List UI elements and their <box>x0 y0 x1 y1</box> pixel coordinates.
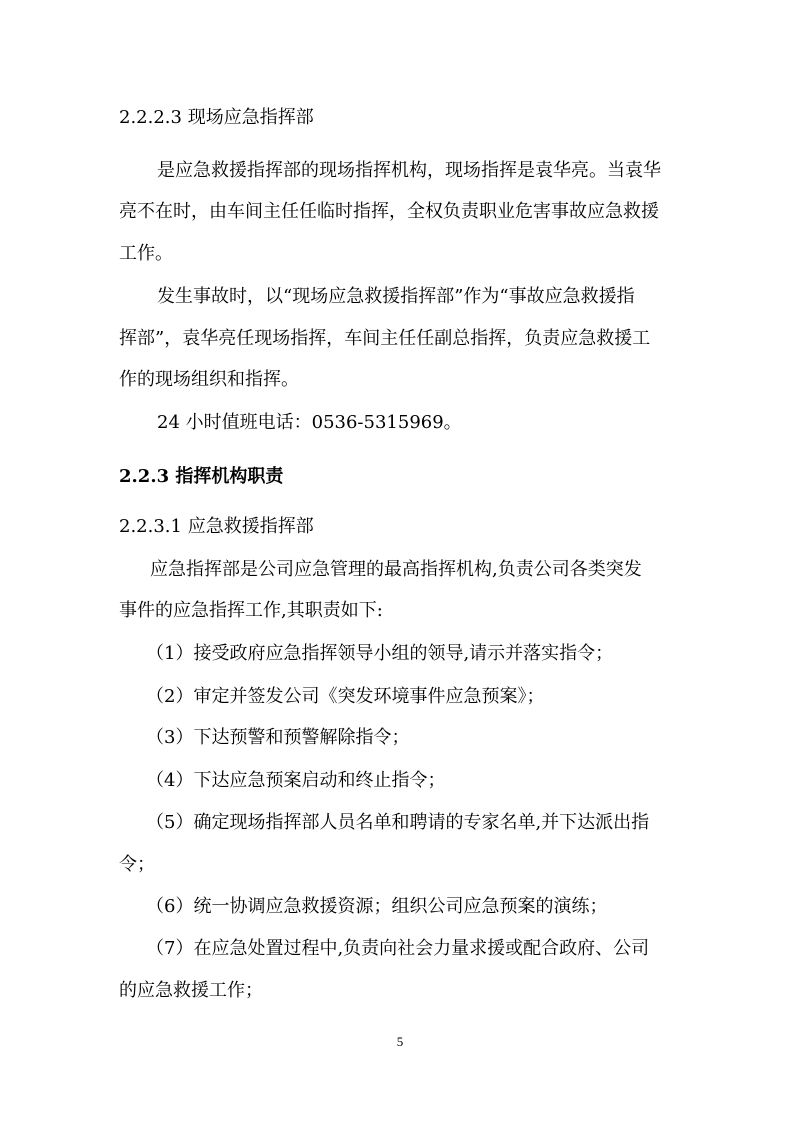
paragraph-text: 发生事故时，以“现场应急救援指挥部”作为“事故应急救援指 <box>157 286 635 307</box>
list-item-text: （5）确定现场指挥部人员名单和聘请的专家名单,并下达派出指 <box>146 812 650 833</box>
heading-text: 2.2.3.1 应急救援指挥部 <box>119 516 314 537</box>
list-item-text: （2）审定并签发公司《突发环境事件应急预案》； <box>146 686 545 707</box>
list-item-text: （1）接受政府应急指挥领导小组的领导,请示并落实指令； <box>146 643 614 664</box>
paragraph-text: 事件的应急指挥工作,其职责如下: <box>119 600 383 621</box>
list-item-text: 的应急救援工作； <box>119 980 263 1001</box>
list-item-text: （4）下达应急预案启动和终止指令； <box>146 770 446 791</box>
list-item-text: 令； <box>119 854 155 875</box>
paragraph-text: 作的现场组织和指挥。 <box>119 369 299 390</box>
paragraph-text: 是应急救援指挥部的现场指挥机构，现场指挥是袁华亮。当袁华 <box>157 160 661 181</box>
heading-text: 2.2.3 指挥机构职责 <box>119 466 284 487</box>
paragraph-text: 应急指挥部是公司应急管理的最高指挥机构,负责公司各类突发 <box>150 559 642 580</box>
paragraph-text: 工作。 <box>119 243 173 264</box>
hotline-text: 24 小时值班电话：0536-5315969。 <box>157 412 462 433</box>
list-item-text: （6）统一协调应急救援资源；组织公司应急预案的演练； <box>146 896 608 917</box>
list-item-text: （3）下达预警和预警解除指令； <box>146 727 410 748</box>
list-item-text: （7）在应急处置过程中,负责向社会力量求援或配合政府、公司 <box>146 938 650 959</box>
page-number: 5 <box>396 1034 404 1049</box>
paragraph-text: 挥部”，袁华亮任现场指挥，车间主任任副总指挥，负责应急救援工 <box>119 328 651 349</box>
paragraph-text: 亮不在时，由车间主任任临时指挥，全权负责职业危害事故应急救援 <box>119 201 659 222</box>
heading-text: 2.2.2.3 现场应急指挥部 <box>119 107 314 128</box>
